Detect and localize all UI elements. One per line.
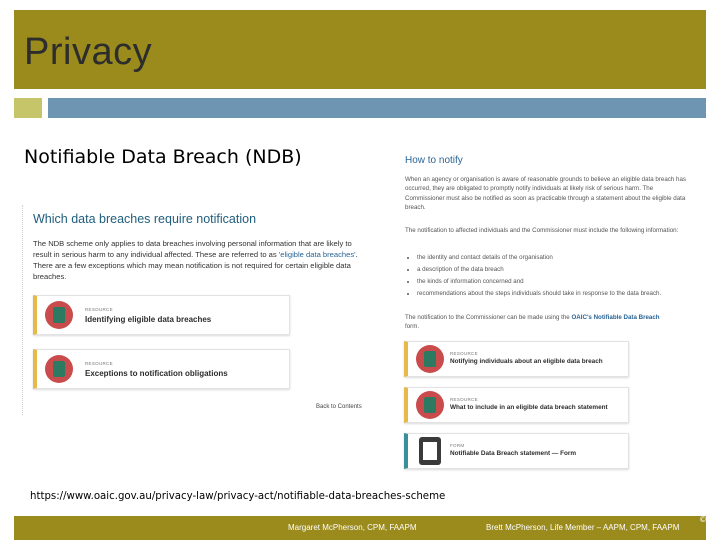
left-para-after: . There are a few exceptions which may mean notification is not required for certain eligible data breaches. (33, 250, 358, 281)
how-to-notify-heading: How to notify (405, 155, 463, 166)
how-to-notify-paragraph-2: The notification to affected individuals and the Commissioner must include the following information: (405, 227, 679, 234)
notification-contents-list (405, 252, 707, 300)
form-document-icon (419, 437, 441, 465)
form-card-ndb-statement[interactable] (404, 433, 629, 469)
card-title: Notifiable Data Breach statement — Form (450, 450, 577, 457)
person-reading-icon (45, 301, 73, 329)
accent-bar-long (48, 98, 706, 118)
resource-card-notifying[interactable] (404, 341, 629, 377)
left-screenshot-panel (22, 205, 368, 415)
para3-before: The notification to the Commissioner can be made using the (405, 314, 572, 321)
footer-author-left: Margaret McPherson, CPM, FAAPM (288, 523, 417, 532)
left-panel-heading: Which data breaches require notification (33, 212, 257, 226)
card-kind: RESOURCE (450, 397, 478, 402)
source-url[interactable]: https://www.oaic.gov.au/privacy-law/privacy-act/notifiable-data-breaches-scheme (30, 491, 446, 502)
card-title: Exceptions to notification obligations (85, 369, 228, 378)
how-to-notify-paragraph-1: When an agency or organisation is aware of reasonable grounds to believe an eligible data breach has occurred, they are obligated to promptly notify individuals at likely risk of serious harm. The Commissioner must also be notified as soon as practicable through a statement about the eligible data breach. (405, 176, 687, 211)
card-title: What to include in an eligible data breach statement (450, 404, 608, 411)
list-item: • the kinds of information concerned and (417, 276, 707, 288)
list-item: • the identity and contact details of the organisation (417, 252, 707, 264)
back-to-contents-link[interactable]: Back to Contents (316, 404, 362, 410)
list-item: • recommendations about the steps individuals should take in response to the data breach. (417, 288, 707, 300)
right-screenshot-panel (398, 148, 694, 470)
card-kind: FORM (450, 443, 465, 448)
left-panel-paragraph (33, 238, 368, 282)
card-kind: RESOURCE (85, 307, 113, 312)
how-to-notify-paragraph-3 (405, 313, 693, 332)
copyright-mark: © (699, 515, 707, 524)
card-kind: RESOURCE (85, 361, 113, 366)
card-title: Identifying eligible data breaches (85, 315, 212, 324)
ndb-form-link[interactable]: OAIC's Notifiable Data Breach (571, 314, 660, 321)
para3-after: form. (405, 323, 420, 331)
card-title: Notifying individuals about an eligible data breach (450, 358, 603, 365)
resource-card-statement[interactable] (404, 387, 629, 423)
slide-title: Privacy (24, 31, 153, 73)
left-para-before: The NDB scheme only applies to data breaches involving personal information that are likely to result in serious harm to any individual affected. These are referred to as (33, 239, 352, 259)
person-reading-icon (45, 355, 73, 383)
person-reading-icon (416, 391, 444, 419)
accent-bar-small (14, 98, 42, 118)
card-kind: RESOURCE (450, 351, 478, 356)
footer-author-right: Brett McPherson, Life Member – AAPM, CPM, FAAPM (486, 523, 680, 532)
resource-card-exceptions[interactable] (33, 349, 290, 389)
slide-subtitle: Notifiable Data Breach (NDB) (24, 146, 302, 168)
list-item: • a description of the data breach (417, 264, 707, 276)
person-reading-icon (416, 345, 444, 373)
resource-card-identifying[interactable] (33, 295, 290, 335)
eligible-data-breaches-link[interactable]: 'eligible data breaches' (278, 250, 356, 259)
